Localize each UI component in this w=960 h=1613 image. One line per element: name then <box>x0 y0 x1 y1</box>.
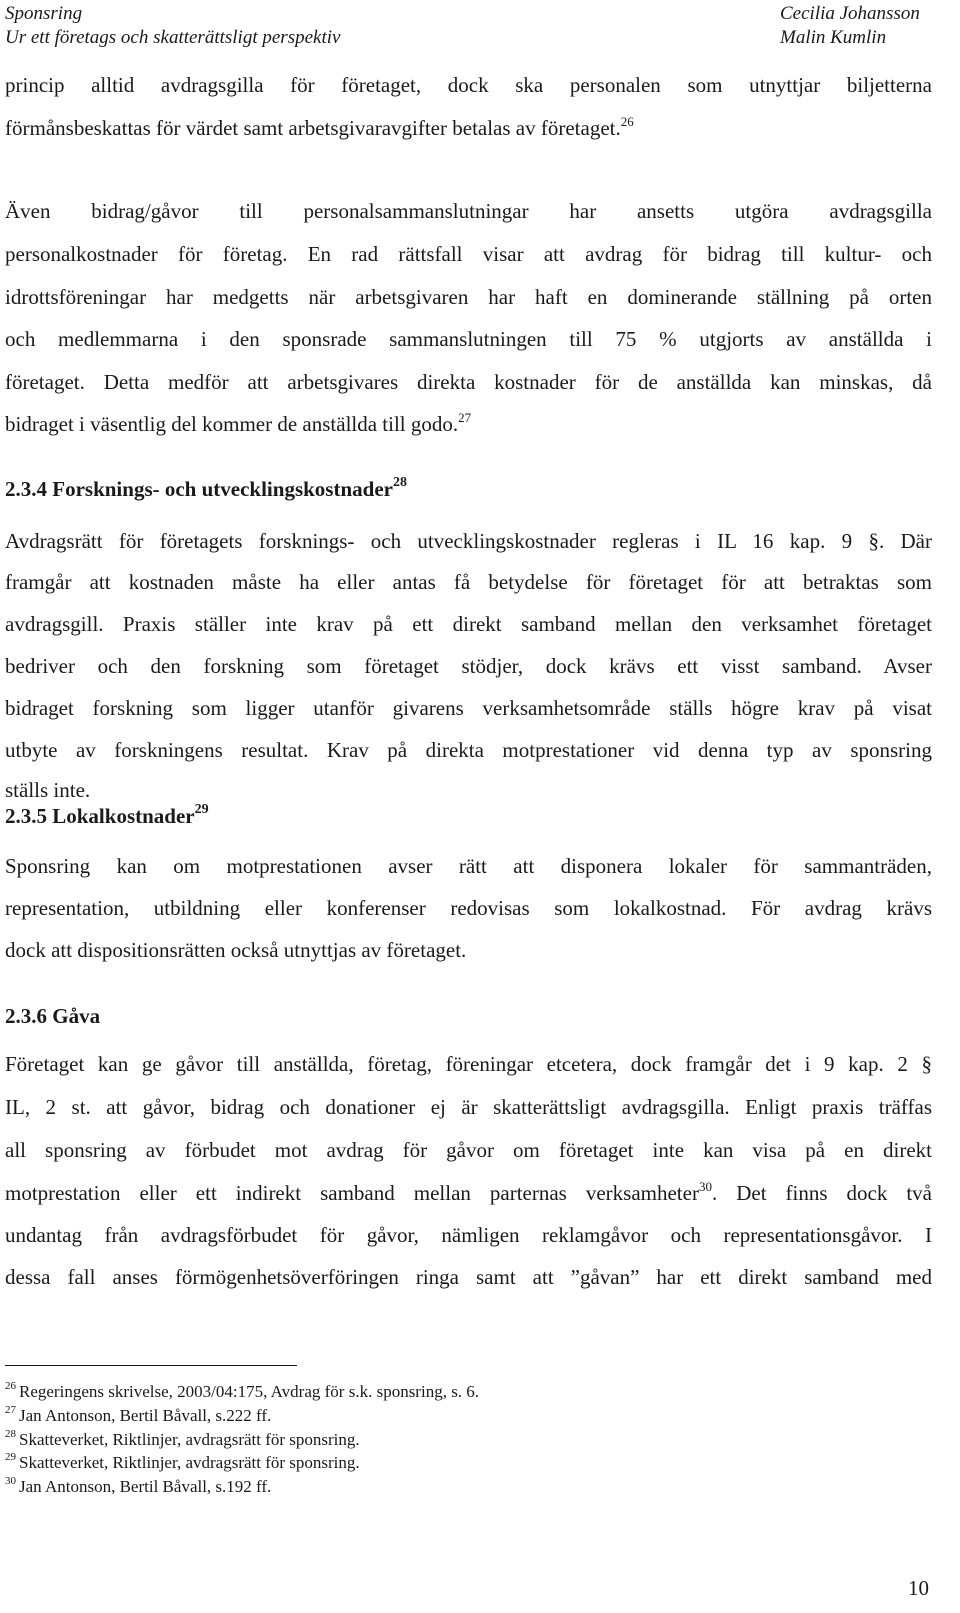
text-line: undantag från avdragsförbudet för gåvor, nämligen reklamgåvor och representationsgåvor. I <box>5 1223 932 1247</box>
text-line: Även bidrag/gåvor till personalsammanslutningar har ansetts utgöra avdragsgilla <box>5 199 932 223</box>
footnote-text: Jan Antonson, Bertil Båvall, s.192 ff. <box>19 1477 272 1496</box>
page-header <box>0 2 960 52</box>
header-author-1: Cecilia Johansson <box>780 3 920 24</box>
section-heading-2-3-5 <box>5 803 209 829</box>
text-line: personalkostnader för företag. En rad rättsfall visar att avdrag för bidrag till kultur- och <box>5 242 932 266</box>
text-line: Sponsring kan om motprestationen avser rätt att disponera lokaler för sammanträden, <box>5 854 932 878</box>
text-span: förmånsbeskattas för värdet samt arbetsgivaravgifter betalas av företaget. <box>5 116 621 140</box>
footnote-ref[interactable]: 29 <box>194 802 209 817</box>
text-line: representation, utbildning eller konferenser redovisas som lokalkostnad. För avdrag krävs <box>5 896 932 920</box>
footnote-text: Jan Antonson, Bertil Båvall, s.222 ff. <box>19 1406 272 1425</box>
heading-text: 2.3.4 Forsknings- och utvecklingskostnader <box>5 477 393 501</box>
text-line: utbyte av forskningens resultat. Krav på direkta motprestationer vid denna typ av sponsring <box>5 738 932 762</box>
text-line: princip alltid avdragsgilla för företaget, dock ska personalen som utnyttjar biljetterna <box>5 73 932 97</box>
footnote <box>5 1476 271 1498</box>
text-line: Avdragsrätt för företagets forsknings- och utvecklingskostnader regleras i IL 16 kap. 9 §. Där <box>5 529 932 553</box>
footnote-text: Skatteverket, Riktlinjer, avdragsrätt för sponsring. <box>19 1430 360 1449</box>
footnote-ref[interactable]: 28 <box>392 475 407 490</box>
footnote <box>5 1452 360 1474</box>
footnote-number: 29 <box>5 1451 16 1463</box>
text-line: dock att dispositionsrätten också utnyttjas av företaget. <box>5 938 467 962</box>
text-line: framgår att kostnaden måste ha eller antas få betydelse för företaget för att betraktas som <box>5 570 932 594</box>
footnote-separator <box>5 1365 297 1366</box>
text-span: bidraget i väsentlig del kommer de anställda till godo. <box>5 412 459 436</box>
text-line: all sponsring av förbudet mot avdrag för gåvor om företaget inte kan visa på en direkt <box>5 1138 932 1162</box>
text-line <box>5 1180 932 1206</box>
footnote <box>5 1381 479 1403</box>
text-line: och medlemmarna i den sponsrade sammanslutningen till 75 % utgjorts av anställda i <box>5 327 932 351</box>
footnote-ref[interactable]: 30 <box>698 1179 712 1194</box>
text-span: motprestation eller ett indirekt samband mellan parternas verksamheter <box>5 1181 699 1205</box>
text-line: bidraget forskning som ligger utanför givarens verksamhetsområde ställs högre krav på visat <box>5 696 932 720</box>
text-line: avdragsgill. Praxis ställer inte krav på ett direkt samband mellan den verksamhet företaget <box>5 612 932 636</box>
header-author-2: Malin Kumlin <box>780 27 887 48</box>
footnote-number: 26 <box>5 1380 16 1392</box>
section-heading-2-3-4 <box>5 476 407 502</box>
footnote-number: 28 <box>5 1428 16 1440</box>
text-line: dessa fall anses förmögenhetsöverföringen ringa samt att ”gåvan” har ett direkt samband med <box>5 1265 932 1289</box>
page-number: 10 <box>908 1576 929 1600</box>
text-line: idrottsföreningar har medgetts när arbetsgivaren har haft en dominerande ställning på orten <box>5 285 932 309</box>
footnote-number: 30 <box>5 1475 16 1487</box>
heading-text: 2.3.5 Lokalkostnader <box>5 804 195 828</box>
footnote-text: Regeringens skrivelse, 2003/04:175, Avdrag för s.k. sponsring, s. 6. <box>19 1382 480 1401</box>
text-span: . Det finns dock två <box>711 1181 932 1205</box>
footnote <box>5 1405 271 1427</box>
text-line: IL, 2 st. att gåvor, bidrag och donationer ej är skatterättsligt avdragsgilla. Enligt praxis träffas <box>5 1095 932 1119</box>
text-line <box>5 115 932 141</box>
text-line: Företaget kan ge gåvor till anställda, företag, föreningar etcetera, dock framgår det i 9 kap. 2 § <box>5 1052 932 1076</box>
text-line: bedriver och den forskning som företaget stödjer, dock krävs ett visst samband. Avser <box>5 654 932 678</box>
text-line: ställs inte. <box>5 778 91 802</box>
footnote-ref[interactable]: 26 <box>620 114 634 129</box>
footnote-number: 27 <box>5 1404 16 1416</box>
header-subtitle: Ur ett företags och skatterättsligt perspektiv <box>5 27 341 48</box>
footnote-text: Skatteverket, Riktlinjer, avdragsrätt för sponsring. <box>19 1453 360 1472</box>
footnote <box>5 1429 360 1451</box>
footnote-ref[interactable]: 27 <box>458 410 472 425</box>
header-title: Sponsring <box>5 3 83 24</box>
text-line <box>5 411 932 437</box>
section-heading-2-3-6: 2.3.6 Gåva <box>5 1004 101 1028</box>
text-line: företaget. Detta medför att arbetsgivares direkta kostnader för de anställda kan minskas, då <box>5 370 932 394</box>
